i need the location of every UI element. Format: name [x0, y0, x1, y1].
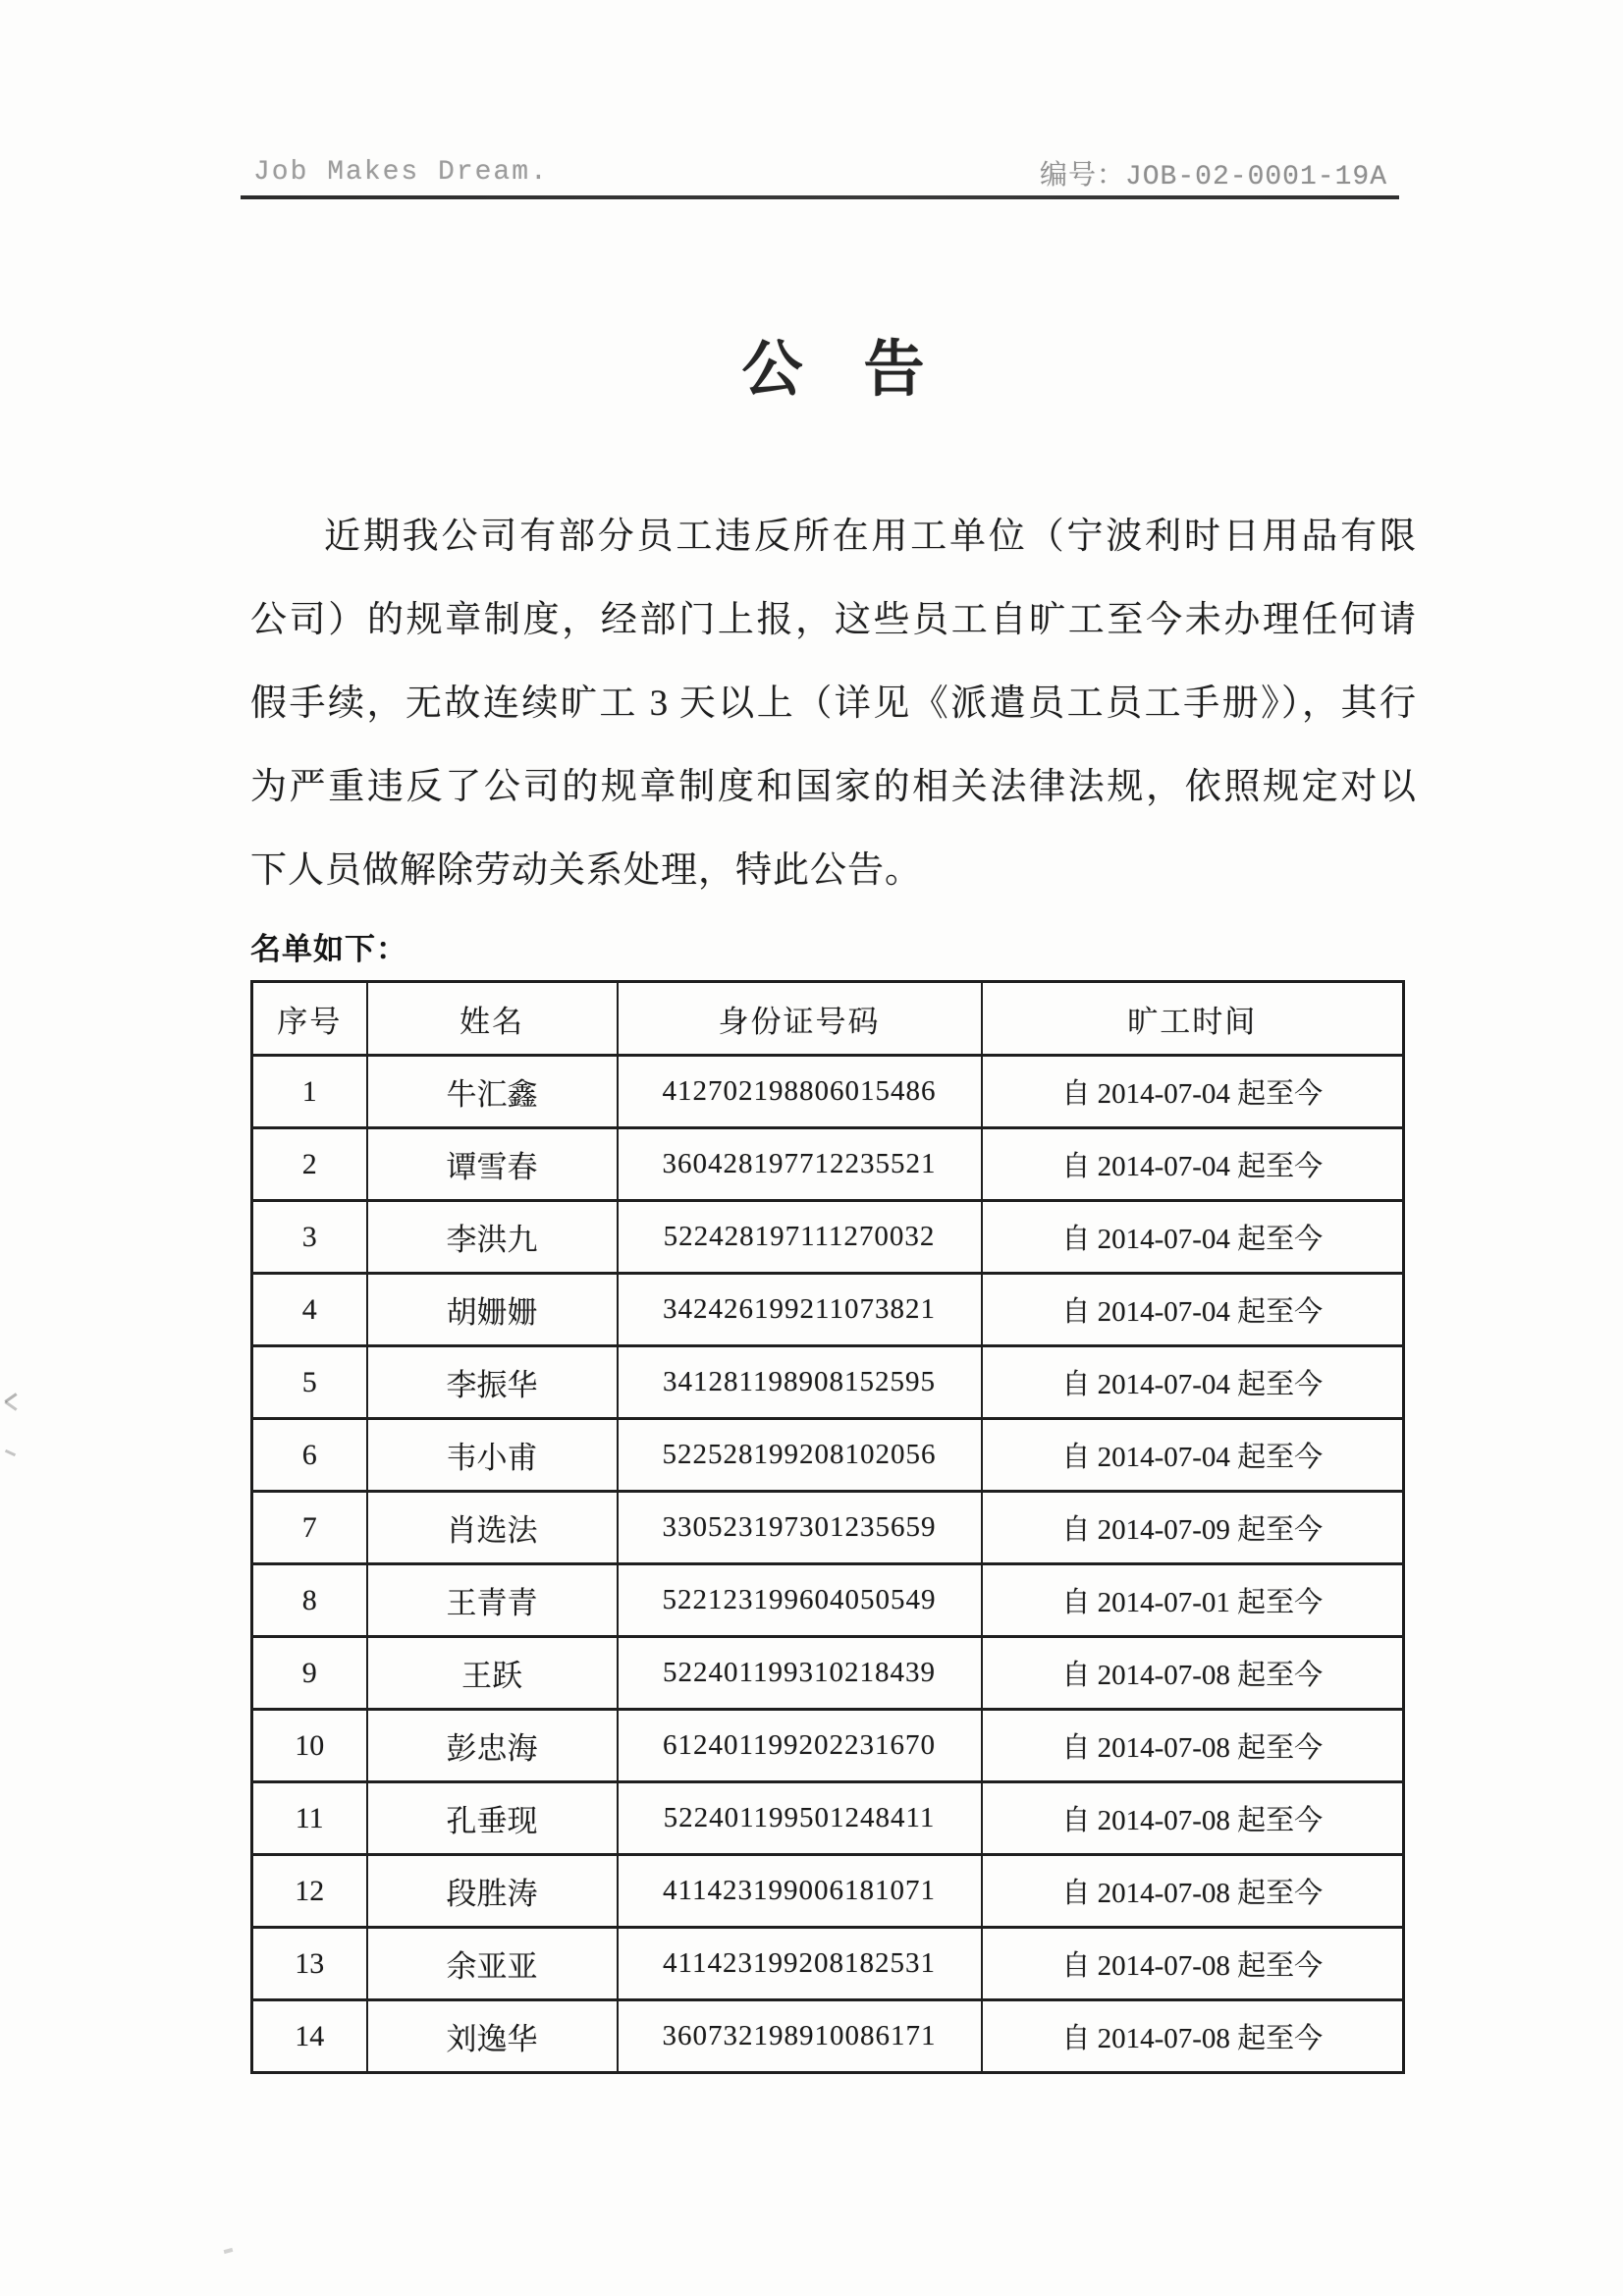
table-row — [252, 1637, 1404, 1710]
table-row — [252, 1419, 1404, 1492]
table-cell: 4 — [252, 1274, 367, 1346]
scan-artifact — [224, 2248, 234, 2254]
table-cell: 段胜涛 — [367, 1855, 618, 1928]
table-cell: 522528199208102056 — [618, 1419, 982, 1492]
table-cell: 李振华 — [367, 1346, 618, 1419]
table-cell: 14 — [252, 2000, 367, 2073]
table-cell: 5 — [252, 1346, 367, 1419]
table-cell: 自 2014-07-08 起至今 — [982, 1782, 1404, 1855]
table-cell: 330523197301235659 — [618, 1492, 982, 1564]
table-cell: 自 2014-07-04 起至今 — [982, 1346, 1404, 1419]
scan-artifact — [4, 1393, 17, 1402]
scan-artifact — [5, 1449, 16, 1456]
table-cell: 胡姗姗 — [367, 1274, 618, 1346]
roster-body — [252, 1056, 1404, 2073]
table-cell: 自 2014-07-04 起至今 — [982, 1419, 1404, 1492]
table-cell: 王跃 — [367, 1637, 618, 1710]
table-cell: 孔垂现 — [367, 1782, 618, 1855]
table-row — [252, 1564, 1404, 1637]
table-cell: 刘逸华 — [367, 2000, 618, 2073]
table-row — [252, 1855, 1404, 1928]
table-cell: 522123199604050549 — [618, 1564, 982, 1637]
column-header: 旷工时间 — [982, 982, 1404, 1056]
table-cell: 李洪九 — [367, 1201, 618, 1274]
table-row — [252, 1201, 1404, 1274]
table-row — [252, 2000, 1404, 2073]
page-title: 公 告 — [741, 337, 925, 404]
table-cell: 自 2014-07-04 起至今 — [982, 1056, 1404, 1128]
table-cell: 韦小甫 — [367, 1419, 618, 1492]
table-cell: 3 — [252, 1201, 367, 1274]
table-row — [252, 1128, 1404, 1201]
table-cell: 自 2014-07-08 起至今 — [982, 1637, 1404, 1710]
roster-table — [250, 980, 1405, 2074]
table-cell: 1 — [252, 1056, 367, 1128]
table-cell: 11 — [252, 1782, 367, 1855]
table-cell: 自 2014-07-08 起至今 — [982, 1710, 1404, 1782]
table-row — [252, 1346, 1404, 1419]
table-row — [252, 1710, 1404, 1782]
table-row — [252, 1492, 1404, 1564]
roster-header-row — [252, 982, 1404, 1056]
roster-head — [252, 982, 1404, 1056]
table-cell: 13 — [252, 1928, 367, 2000]
document-number: 编号：JOB-02-0001-19A — [1039, 162, 1387, 192]
table-cell: 522428197111270032 — [618, 1201, 982, 1274]
table-cell: 612401199202231670 — [618, 1710, 982, 1782]
table-row — [252, 1782, 1404, 1855]
table-cell: 谭雪春 — [367, 1128, 618, 1201]
table-cell: 10 — [252, 1710, 367, 1782]
column-header: 姓名 — [367, 982, 618, 1056]
table-cell: 余亚亚 — [367, 1928, 618, 2000]
column-header: 身份证号码 — [618, 982, 982, 1056]
table-cell: 自 2014-07-01 起至今 — [982, 1564, 1404, 1637]
body-line: 公司）的规章制度，经部门上报，这些员工自旷工至今未办理任何请 — [250, 600, 1416, 640]
table-cell: 342426199211073821 — [618, 1274, 982, 1346]
letterhead-slogan: Job Makes Dream. — [253, 157, 549, 188]
table-cell: 牛汇鑫 — [367, 1056, 618, 1128]
table-cell: 8 — [252, 1564, 367, 1637]
table-row — [252, 1928, 1404, 2000]
table-cell: 12 — [252, 1855, 367, 1928]
table-cell: 411423199208182531 — [618, 1928, 982, 2000]
body-line: 近期我公司有部分员工违反所在用工单位（宁波利时日用品有限 — [324, 517, 1416, 557]
table-cell: 肖选法 — [367, 1492, 618, 1564]
table-row — [252, 1056, 1404, 1128]
roster-label: 名单如下： — [250, 932, 407, 966]
table-cell: 360732198910086171 — [618, 2000, 982, 2073]
table-cell: 360428197712235521 — [618, 1128, 982, 1201]
table-cell: 522401199310218439 — [618, 1637, 982, 1710]
table-cell: 自 2014-07-08 起至今 — [982, 2000, 1404, 2073]
table-cell: 自 2014-07-08 起至今 — [982, 1928, 1404, 2000]
table-cell: 412702198806015486 — [618, 1056, 982, 1128]
letterhead-rule — [241, 195, 1399, 199]
table-cell: 411423199006181071 — [618, 1855, 982, 1928]
column-header: 序号 — [252, 982, 367, 1056]
body-line: 假手续，无故连续旷工 3 天以上（详见《派遣员工员工手册》），其行 — [250, 683, 1416, 724]
table-cell: 王青青 — [367, 1564, 618, 1637]
table-cell: 9 — [252, 1637, 367, 1710]
body-line: 下人员做解除劳动关系处理，特此公告。 — [250, 850, 922, 891]
table-cell: 自 2014-07-04 起至今 — [982, 1201, 1404, 1274]
notice-body — [250, 495, 1416, 912]
table-cell: 522401199501248411 — [618, 1782, 982, 1855]
table-cell: 7 — [252, 1492, 367, 1564]
table-row — [252, 1274, 1404, 1346]
table-cell: 自 2014-07-08 起至今 — [982, 1855, 1404, 1928]
table-cell: 341281198908152595 — [618, 1346, 982, 1419]
table-cell: 自 2014-07-04 起至今 — [982, 1128, 1404, 1201]
table-cell: 自 2014-07-04 起至今 — [982, 1274, 1404, 1346]
table-cell: 6 — [252, 1419, 367, 1492]
table-cell: 自 2014-07-09 起至今 — [982, 1492, 1404, 1564]
table-cell: 2 — [252, 1128, 367, 1201]
body-line: 为严重违反了公司的规章制度和国家的相关法律法规，依照规定对以 — [250, 767, 1416, 807]
table-cell: 彭忠海 — [367, 1710, 618, 1782]
